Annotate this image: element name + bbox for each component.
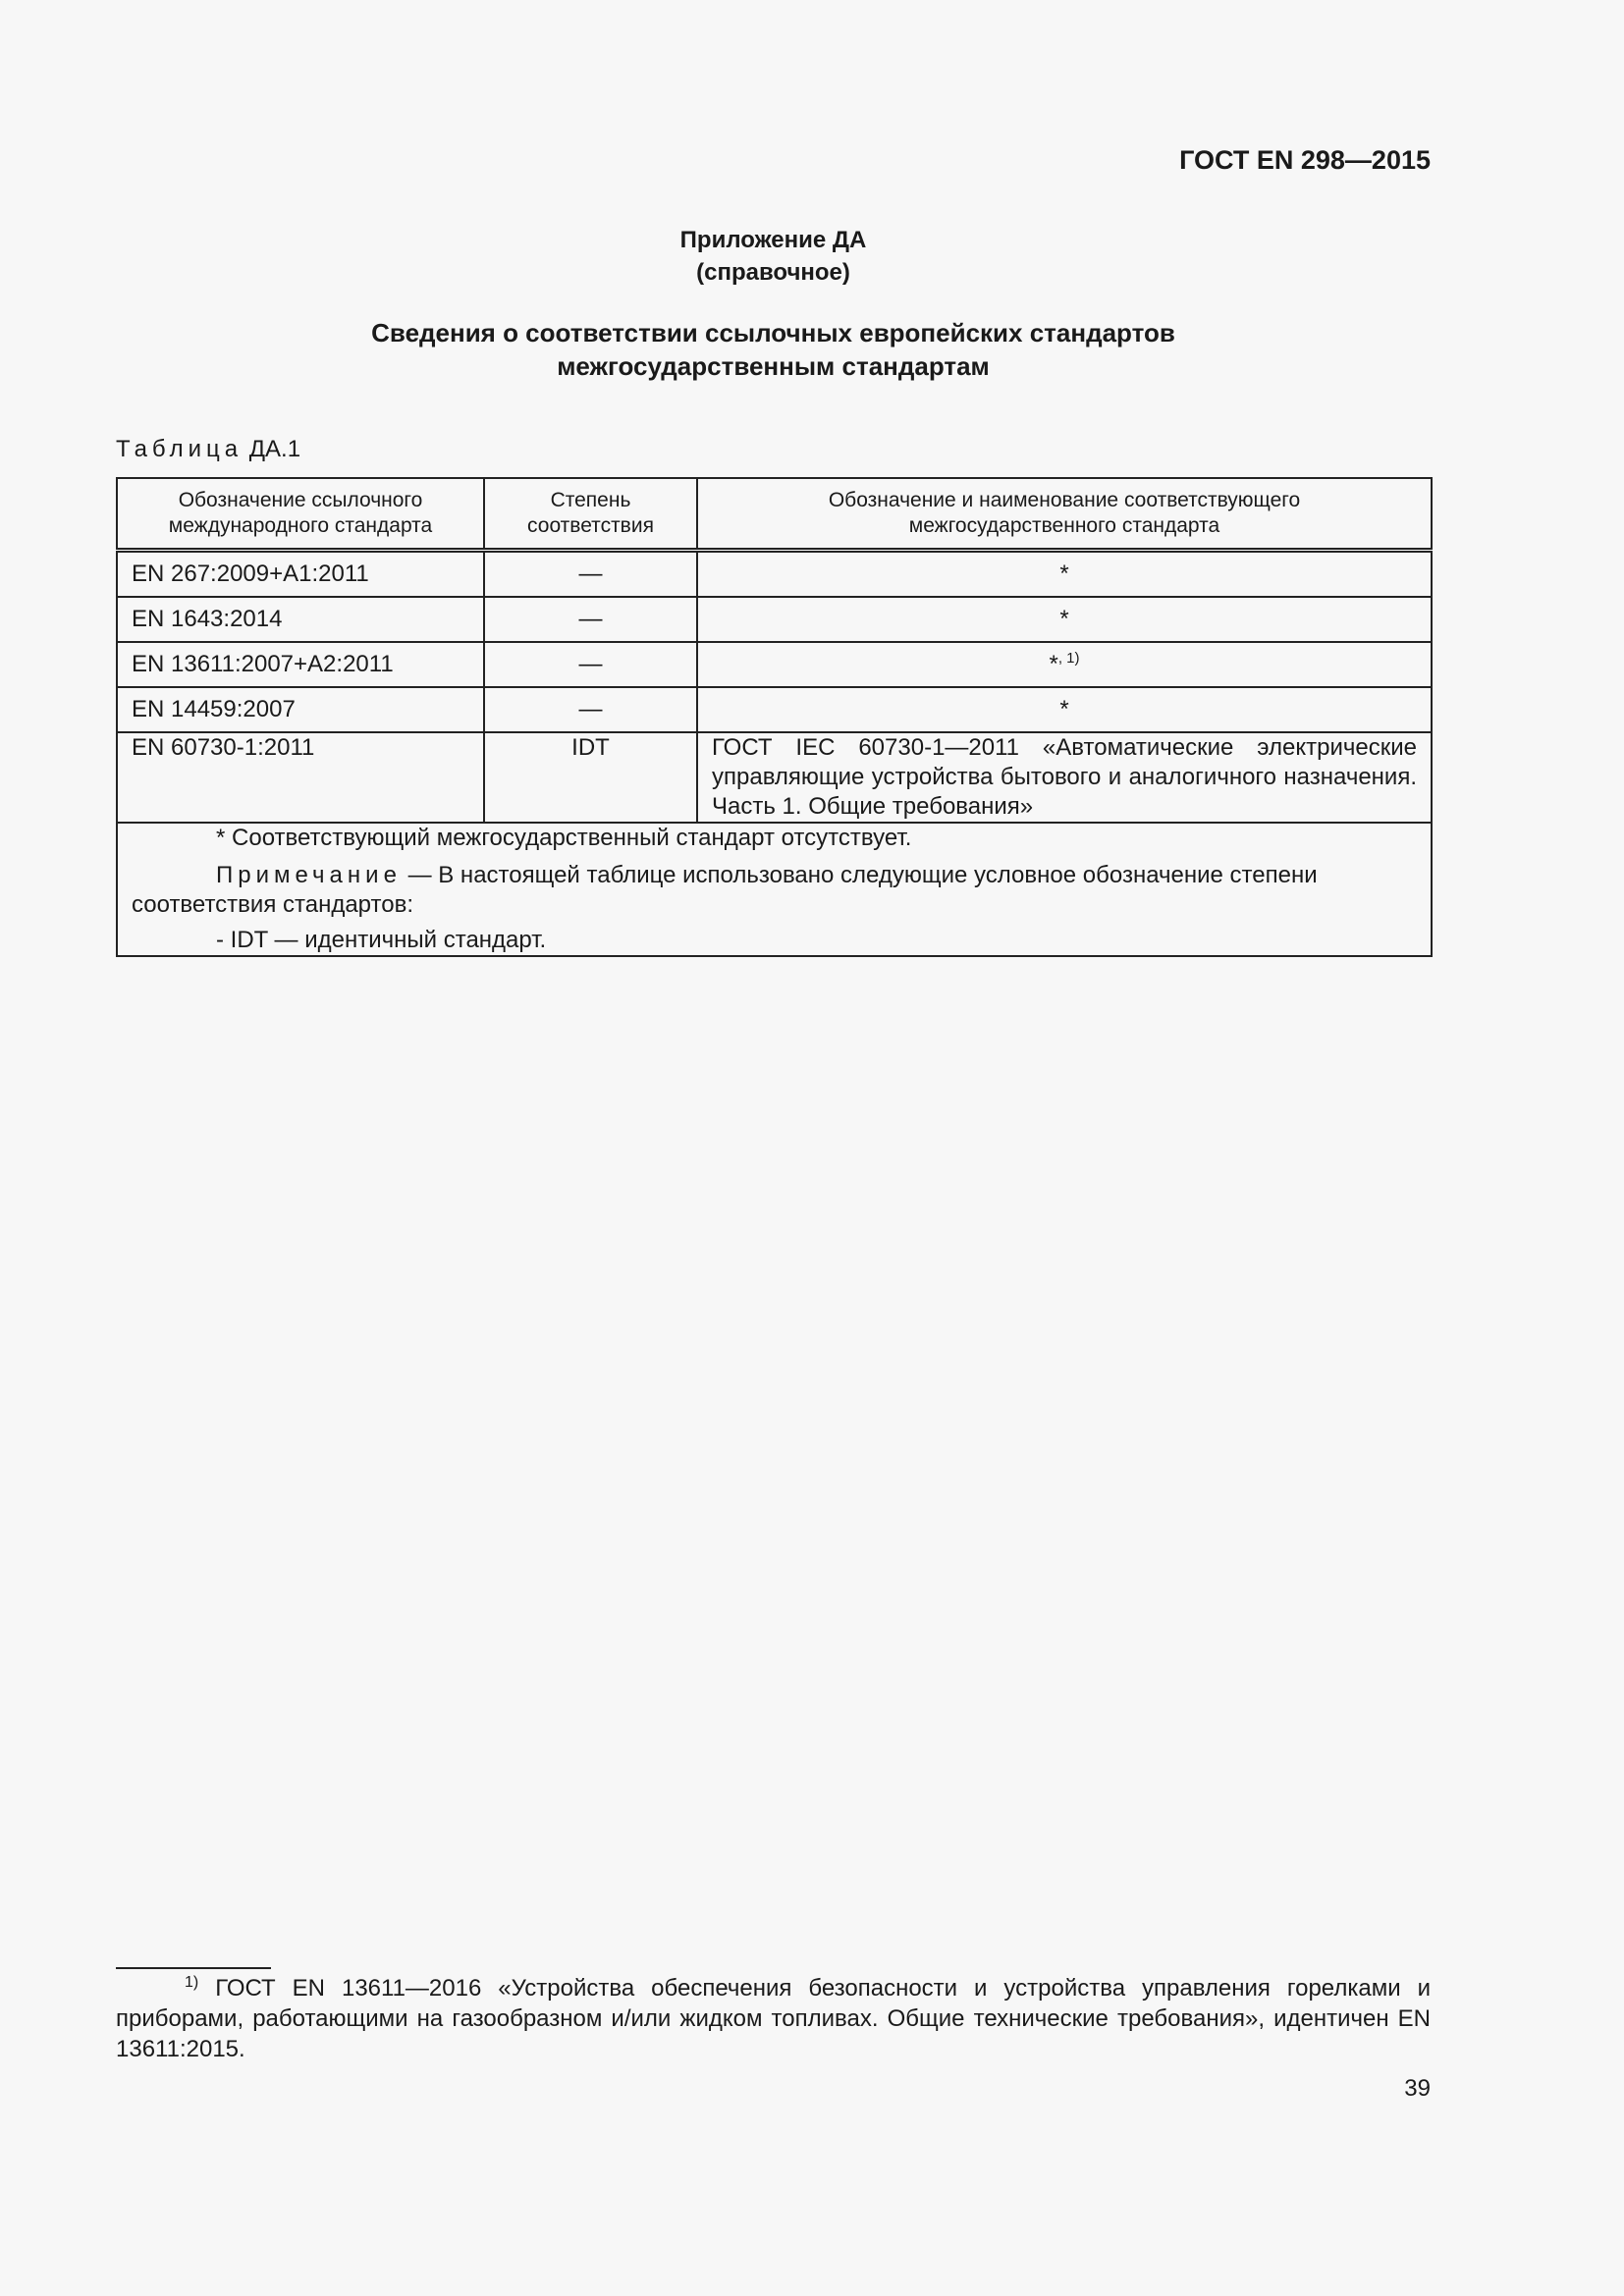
table-header-row (117, 478, 1432, 551)
table-caption-id: ДА.1 (248, 436, 301, 462)
table-caption-word: Таблица (116, 436, 244, 462)
idt-note: - IDT — идентичный стандарт. (216, 927, 547, 953)
cell-degree: — (484, 687, 697, 732)
table-row (117, 597, 1432, 642)
cell-reference: EN 13611:2007+A2:2011 (117, 642, 484, 687)
section-title-line-2: межгосударственным стандартам (557, 351, 990, 381)
cell-interstate-standard: * (697, 597, 1432, 642)
footnote (116, 1973, 1431, 2064)
table-row (117, 687, 1432, 732)
header-interstate-standard: Обозначение и наименование соответствующего межгосударственного стандарта (697, 478, 1432, 551)
cell-degree: — (484, 551, 697, 598)
page-number: 39 (1404, 2075, 1431, 2102)
header-degree: Степень соответствия (484, 478, 697, 551)
cell-degree: — (484, 597, 697, 642)
table-row (117, 551, 1432, 598)
cell-reference: EN 1643:2014 (117, 597, 484, 642)
appendix-title: Приложение ДА (679, 227, 867, 253)
cell-reference: EN 14459:2007 (117, 687, 484, 732)
table-notes-row (117, 823, 1432, 956)
note-label: Примечание (216, 862, 402, 888)
cell-degree: — (484, 642, 697, 687)
document-code: ГОСТ EN 298—2015 (1179, 145, 1431, 175)
table-caption (116, 436, 300, 463)
cell-interstate-standard: * (697, 687, 1432, 732)
footnote-text: ГОСТ EN 13611—2016 «Устройства обеспечения безопасности и устройства управления горелками и приборами, работающими на газообразном и/или жидком топливах. Общие технические требования», идентичен EN 13611:2015. (116, 1975, 1431, 2062)
footnote-divider (116, 1967, 271, 1969)
section-title (116, 316, 1431, 383)
table-notes (117, 823, 1432, 956)
cell-reference: EN 60730-1:2011 (117, 732, 484, 823)
appendix-heading (116, 224, 1431, 289)
cell-interstate-standard: * (697, 551, 1432, 598)
table-row (117, 732, 1432, 823)
table-row (117, 642, 1432, 687)
cell-degree: IDT (484, 732, 697, 823)
cell-interstate-standard: ГОСТ IEC 60730-1—2011 «Автоматические электрические управляющие устройства бытового и аналогичного назначения. Часть 1. Общие требования» (697, 732, 1432, 823)
header-reference-standard: Обозначение ссылочного международного стандарта (117, 478, 484, 551)
asterisk-note: * Соответствующий межгосударственный стандарт отсутствует. (216, 825, 912, 851)
appendix-subtitle: (справочное) (696, 259, 850, 286)
footnote-mark: 1) (185, 1974, 199, 1991)
section-title-line-1: Сведения о соответствии ссылочных европейских стандартов (371, 318, 1175, 347)
cell-reference: EN 267:2009+A1:2011 (117, 551, 484, 598)
note-text: — В настоящей таблице использовано следующие условное обозначение степени соответствия стандартов: (132, 862, 1318, 918)
degree-note (132, 861, 1417, 920)
standards-table (116, 477, 1433, 957)
cell-interstate-standard: *$^{, 1)}$ (697, 642, 1432, 687)
